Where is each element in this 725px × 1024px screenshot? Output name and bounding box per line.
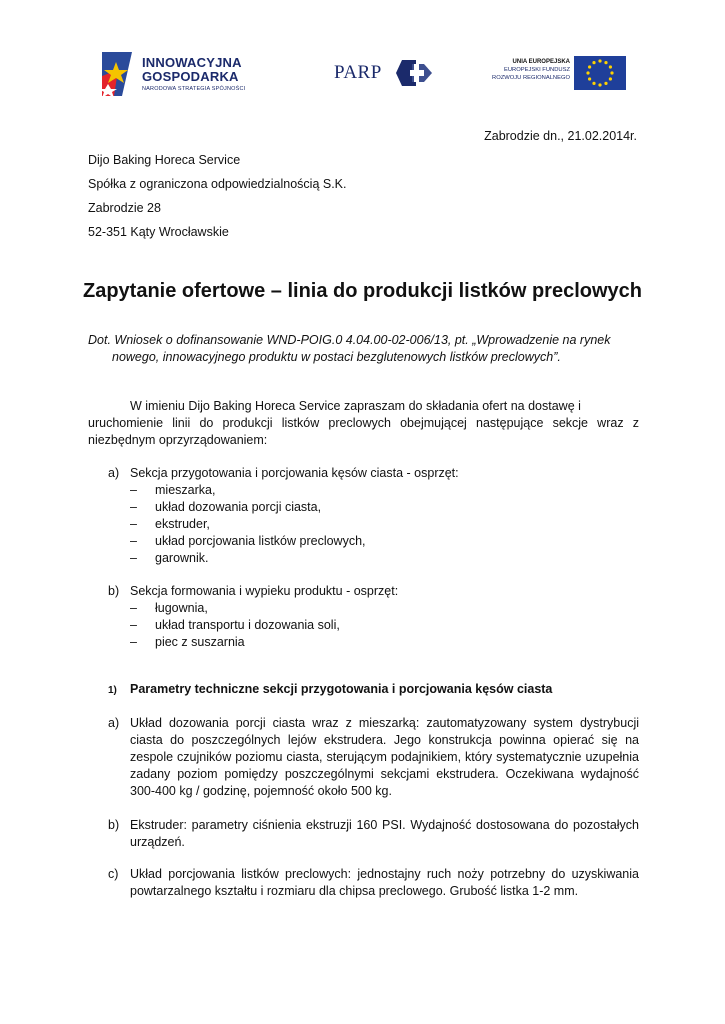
dash-bullet: – — [130, 483, 137, 497]
section-b-title: Sekcja formowania i wypieku produktu - osprzęt: — [130, 584, 399, 598]
logo-text-gospodarka: GOSPODARKA — [142, 69, 239, 84]
dash-bullet: – — [130, 601, 137, 615]
list-item-text: piec z suszarnia — [155, 635, 245, 649]
parameters-heading-text: Parametry techniczne sekcji przygotowania i porcjowania kęsów ciasta — [130, 682, 553, 696]
list-item — [130, 516, 210, 533]
intro-rest: uruchomienie linii do produkcji listków preclowych obejmującej następujące sekcje wraz z niezbędnym oprzyrządowaniem: — [88, 416, 639, 447]
parameters-heading-number: 1) — [108, 685, 117, 696]
parp-arrows-icon — [396, 56, 432, 90]
list-item — [130, 634, 245, 651]
parameter-item-c — [108, 866, 639, 900]
list-item — [130, 499, 321, 516]
list-item-text: mieszarka, — [155, 483, 216, 497]
innowacyjna-gospodarka-logo — [98, 48, 268, 100]
parameter-text: Ekstruder: parametry ciśnienia ekstruzji 160 PSI. Wydajność dostosowana do pozostałych urządzeń. — [130, 818, 639, 849]
eu-text-unia: UNIA EUROPEJSKA — [512, 59, 570, 65]
logo-header — [0, 48, 725, 102]
address-line-company: Dijo Baking Horeca Service — [88, 153, 241, 167]
parameters-heading — [108, 682, 552, 696]
list-item-text: układ dozowania porcji ciasta, — [155, 500, 322, 514]
logo-text-innowacyjna: INNOWACYJNA — [142, 55, 242, 70]
intro-paragraph — [88, 398, 639, 449]
section-a-label: a) — [108, 466, 120, 480]
parp-logo — [334, 56, 434, 92]
logo-text-strategia: NARODOWA STRATEGIA SPÓJNOŚCI — [142, 86, 246, 92]
list-item — [130, 550, 209, 567]
eu-text-rozwoju: ROZWOJU REGIONALNEGO — [492, 75, 570, 81]
dash-bullet: – — [130, 517, 137, 531]
document-date: Zabrodzie dn., 21.02.2014r. — [484, 129, 637, 143]
list-item — [130, 482, 215, 499]
document-title: Zapytanie ofertowe – linia do produkcji listków preclowych — [82, 280, 642, 302]
parameter-label: b) — [108, 818, 120, 832]
reference-line-1: Dot. Wniosek o dofinansowanie WND-POIG.0 4.04.00-02-006/13, pt. „Wprowadzenie na rynek — [88, 333, 611, 347]
list-item-text: garownik. — [155, 551, 209, 565]
section-a-heading — [108, 465, 459, 482]
parameter-label: c) — [108, 867, 119, 881]
eu-flag-icon — [574, 56, 626, 90]
innowacyjna-star-icon — [98, 48, 142, 100]
dash-bullet: – — [130, 500, 137, 514]
reference-line-2: nowego, innowacyjnego produktu w postaci bezglutenowych listków preclowych”. — [112, 350, 561, 364]
section-b-heading — [108, 583, 398, 600]
list-item-text: ługownia, — [155, 601, 208, 615]
parameter-text: Układ dozowania porcji ciasta wraz z mieszarką: zautomatyzowany system dystrybucji ciasta do poszczególnych lejów ekstrudera. Jego konstrukcja powinna opierać się na zespole czujników poziomu ciasta, sterującym podajnikiem, który systematycznie uzupełnia zadany poziom pomiędzy poszczególnymi sekcjami ekstrudera. Oczekiwana wydajność 300-400 kg / godzinę, pojemność około 500 kg. — [130, 716, 639, 798]
list-item — [130, 600, 208, 617]
dash-bullet: – — [130, 551, 137, 565]
parameter-text: Układ porcjowania listków preclowych: jednostajny ruch noży potrzebny do uzyskiwania powtarzalnego kształtu i rozmiaru dla chipsa preclowego. Grubość listka 1-2 mm. — [130, 867, 639, 898]
parameter-label: a) — [108, 716, 120, 730]
eu-text-fundusz: EUROPEJSKI FUNDUSZ — [503, 67, 570, 73]
parameter-item-b — [108, 817, 639, 851]
address-line-city: 52-351 Kąty Wrocławskie — [88, 225, 229, 239]
dash-bullet: – — [130, 635, 137, 649]
list-item-text: układ porcjowania listków preclowych, — [155, 534, 366, 548]
dash-bullet: – — [130, 534, 137, 548]
dash-bullet: – — [130, 618, 137, 632]
eu-logo — [486, 56, 628, 94]
list-item-text: ekstruder, — [155, 517, 210, 531]
address-line-street: Zabrodzie 28 — [88, 201, 161, 215]
list-item — [130, 617, 340, 634]
section-b-label: b) — [108, 584, 120, 598]
reference-note — [88, 332, 648, 366]
parameter-item-a — [108, 715, 639, 800]
intro-first-line: W imieniu Dijo Baking Horeca Service zapraszam do składania ofert na dostawę i — [130, 399, 581, 413]
address-line-legal-form: Spółka z ograniczona odpowiedzialnością S.K. — [88, 177, 347, 191]
section-a-title: Sekcja przygotowania i porcjowania kęsów ciasta - osprzęt: — [130, 466, 459, 480]
list-item-text: układ transportu i dozowania soli, — [155, 618, 340, 632]
parp-logo-text: PARP — [334, 62, 382, 83]
list-item — [130, 533, 366, 550]
